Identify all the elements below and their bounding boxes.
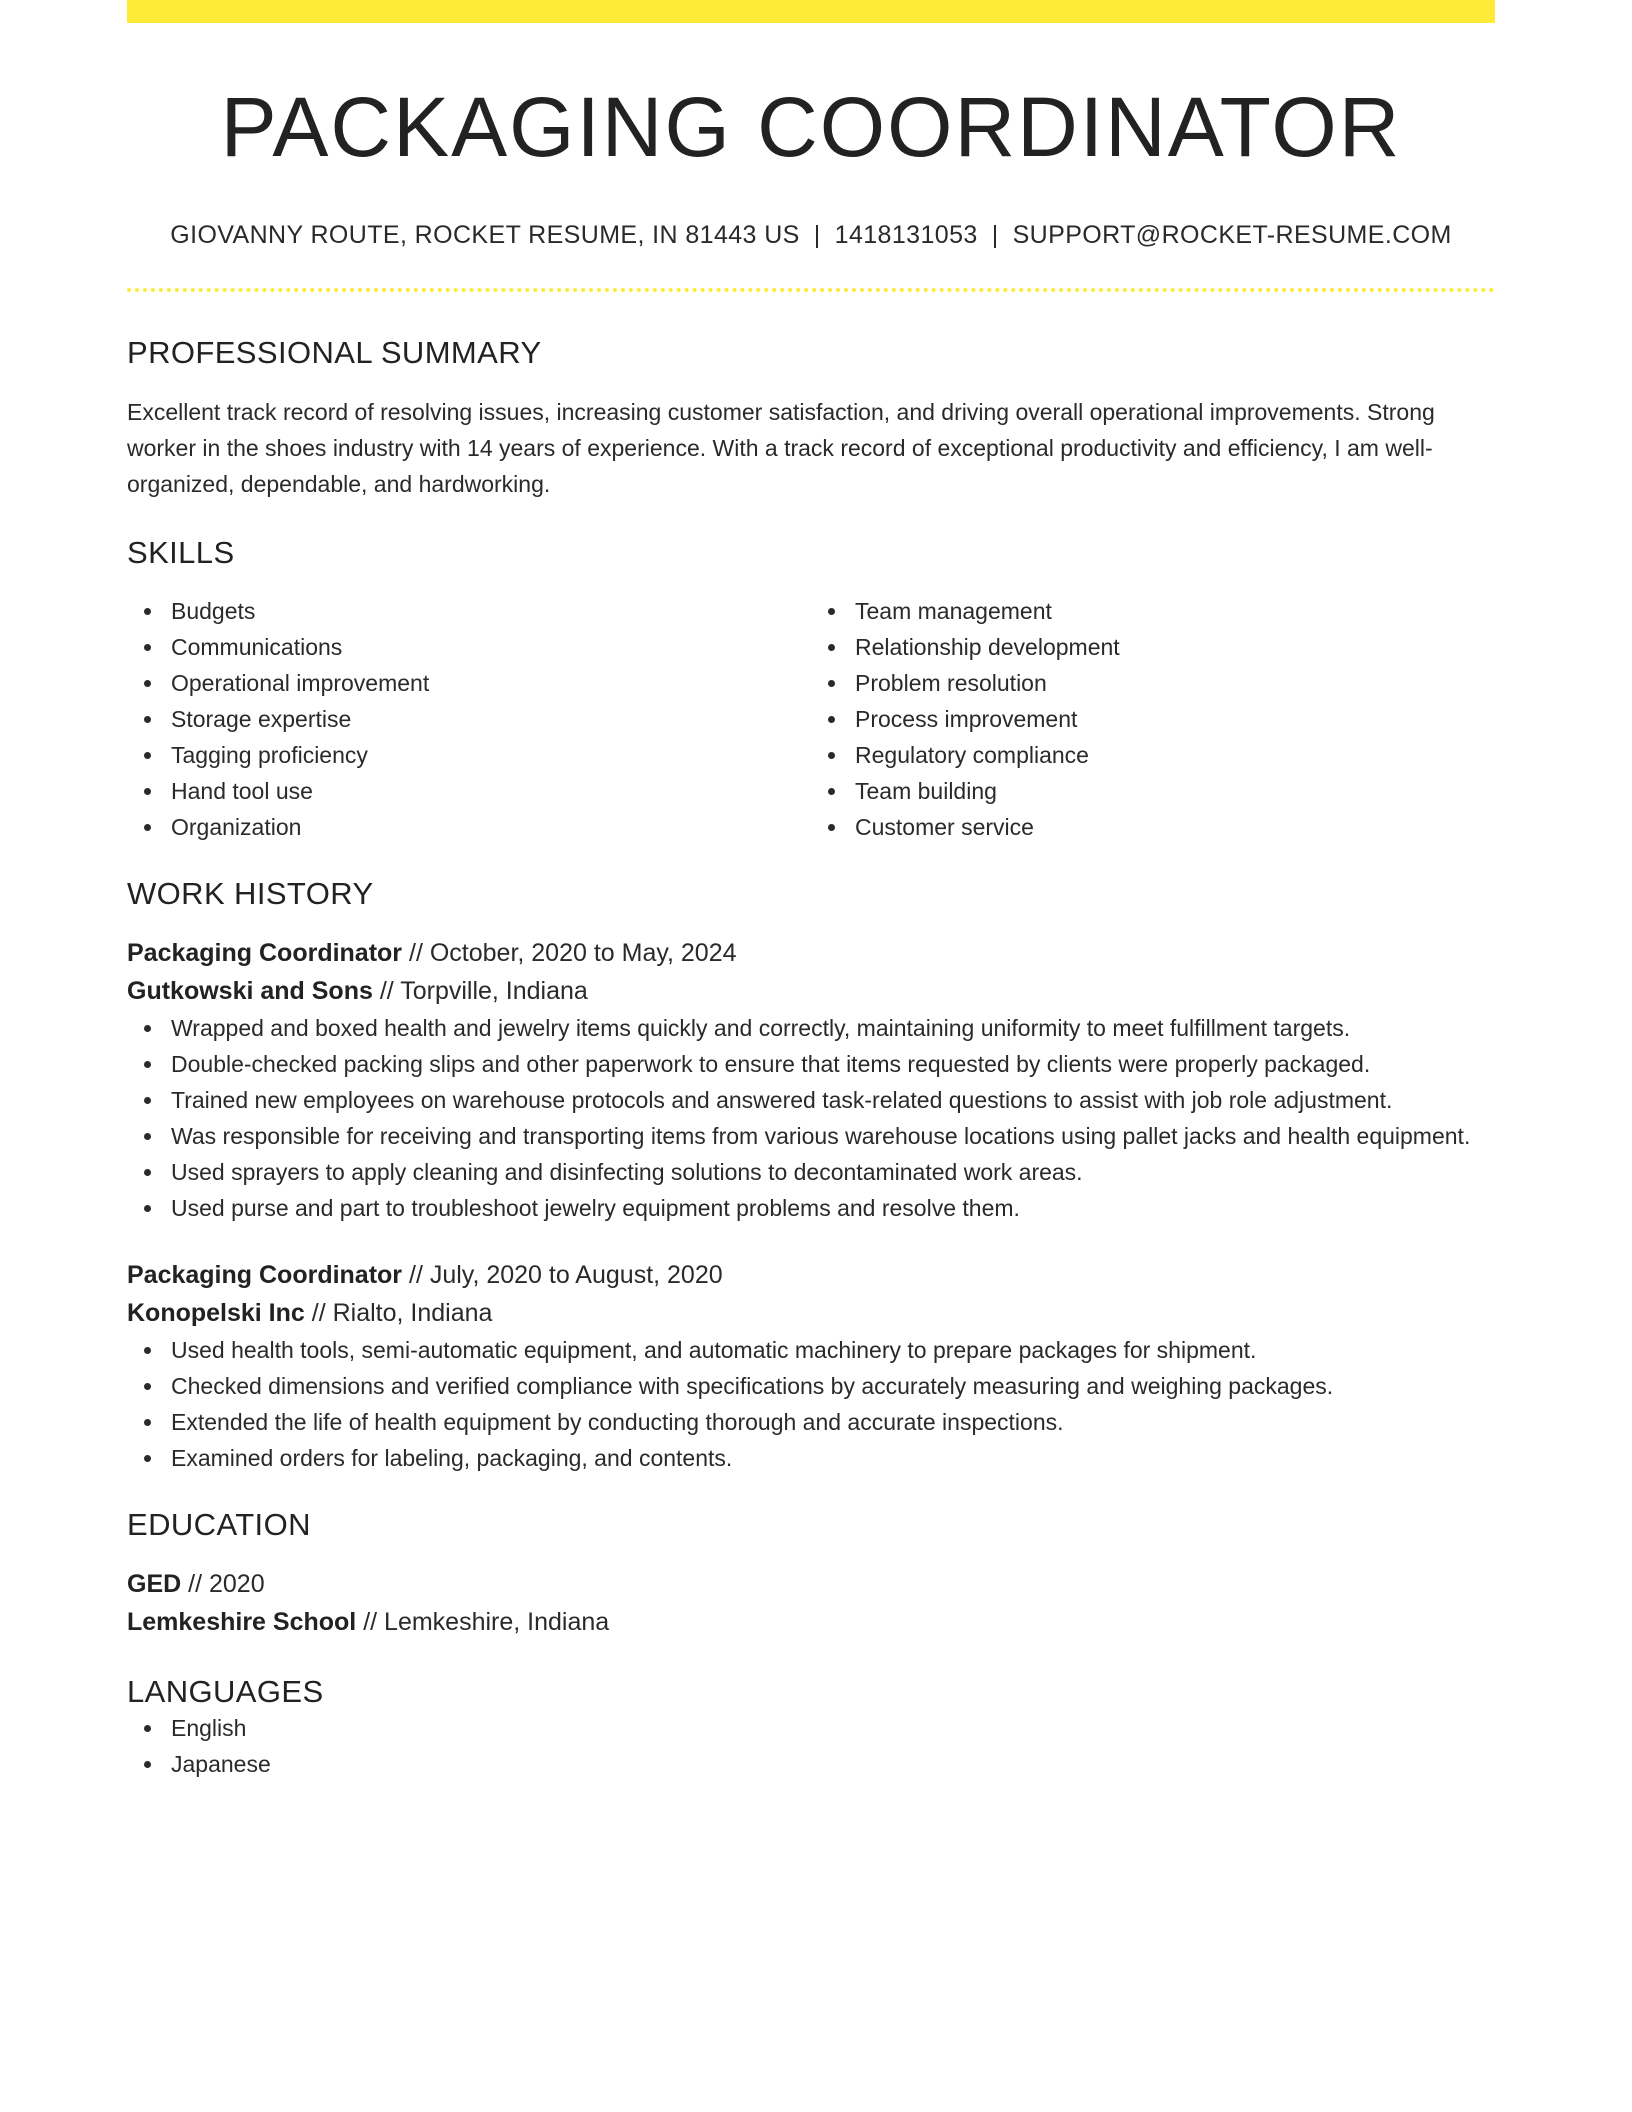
job-duty-item: Extended the life of health equipment by conducting thorough and accurate inspections. [127,1404,1495,1440]
work-history-heading: WORK HISTORY [127,875,374,911]
skill-item: Hand tool use [127,773,811,809]
language-item: English [127,1710,1495,1746]
skill-item: Tagging proficiency [127,737,811,773]
language-item: Japanese [127,1746,1495,1782]
job-duties-list [127,1332,1495,1476]
contact-email[interactable]: SUPPORT@ROCKET-RESUME.COM [1012,221,1452,250]
skill-item: Operational improvement [127,665,811,701]
skill-item: Storage expertise [127,701,811,737]
education-location: // Lemkeshire, Indiana [363,1608,610,1637]
job-company: Konopelski Inc [127,1298,305,1327]
accent-top-bar [127,0,1495,23]
skills-grid [127,593,1495,845]
job-duty-item: Examined orders for labeling, packaging, and contents. [127,1440,1495,1476]
job-duty-item: Used purse and part to troubleshoot jewelry equipment problems and resolve them. [127,1190,1495,1226]
resume-page [127,0,1495,1782]
job-dates: // October, 2020 to May, 2024 [409,938,737,967]
job-location: // Torpville, Indiana [379,976,588,1005]
job-duty-item: Checked dimensions and verified compliance with specifications by accurately measuring and weighing packages. [127,1368,1495,1404]
summary-text: Excellent track record of resolving issues, increasing customer satisfaction, and driving overall operational improvements. Strong worker in the shoes industry with 14 years of experience. With a track record of exceptional productivity and efficiency, I am well-organized, dependable, and hardworking. [127,398,1435,497]
job-title-line [127,1256,1495,1294]
job-dates: // July, 2020 to August, 2020 [409,1260,723,1289]
education-school-line [127,1603,1495,1641]
resume-title: PACKAGING COORDINATOR [220,80,1402,174]
education-degree: GED [127,1570,182,1599]
skill-item: Regulatory compliance [811,737,1495,773]
education-degree-line [127,1565,1495,1603]
education-year: // 2020 [188,1570,265,1599]
skill-item: Relationship development [811,629,1495,665]
dotted-divider [127,288,1495,292]
summary-heading: PROFESSIONAL SUMMARY [127,335,542,371]
skill-item: Budgets [127,593,811,629]
contact-address: GIOVANNY ROUTE, ROCKET RESUME, IN 81443 US [170,221,800,250]
job-company: Gutkowski and Sons [127,976,373,1005]
job-location: // Rialto, Indiana [311,1298,493,1327]
job-duties-list [127,1010,1495,1226]
skill-item: Problem resolution [811,665,1495,701]
job-duty-item: Used health tools, semi-automatic equipment, and automatic machinery to prepare packages for shipment. [127,1332,1495,1368]
skills-list-left [127,593,811,845]
job-duty-item: Trained new employees on warehouse protocols and answered task-related questions to assist with job role adjustment. [127,1082,1495,1118]
skills-heading: SKILLS [127,534,235,570]
job-title-line [127,934,1495,972]
skill-item: Communications [127,629,811,665]
education-heading: EDUCATION [127,1506,311,1542]
skill-item: Organization [127,809,811,845]
job-duty-item: Wrapped and boxed health and jewelry items quickly and correctly, maintaining uniformity to meet fulfillment targets. [127,1010,1495,1046]
skill-item: Team building [811,773,1495,809]
job-duty-item: Double-checked packing slips and other paperwork to ensure that items requested by clients were properly packaged. [127,1046,1495,1082]
languages-list [127,1710,1495,1782]
job-title: Packaging Coordinator [127,938,403,967]
languages-heading: LANGUAGES [127,1674,324,1710]
job-duty-item: Used sprayers to apply cleaning and disinfecting solutions to decontaminated work areas. [127,1154,1495,1190]
job-entry [127,934,1495,1226]
skills-column-right [811,593,1495,845]
job-company-line [127,1294,1495,1332]
skill-item: Customer service [811,809,1495,845]
skill-item: Process improvement [811,701,1495,737]
skills-column-left [127,593,811,845]
job-entry [127,1256,1495,1476]
contact-phone: 1418131053 [834,221,978,250]
education-school: Lemkeshire School [127,1608,357,1637]
contact-line [127,221,1495,250]
job-title: Packaging Coordinator [127,1260,403,1289]
contact-separator: | [991,221,999,250]
job-duty-item: Was responsible for receiving and transporting items from various warehouse locations using pallet jacks and health equipment. [127,1118,1495,1154]
job-company-line [127,972,1495,1010]
skill-item: Team management [811,593,1495,629]
contact-separator: | [813,221,821,250]
skills-list-right [811,593,1495,845]
